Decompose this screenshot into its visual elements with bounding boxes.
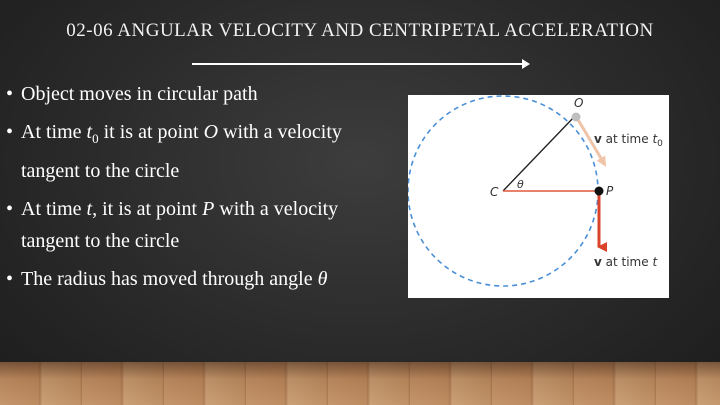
bullet-text: Object moves in circular path	[21, 83, 258, 105]
time-subscript: 0	[92, 131, 99, 146]
label-p: P	[606, 184, 614, 198]
bullet-text: it is at point	[98, 121, 204, 143]
wood-floor-background	[0, 362, 720, 405]
point-o-marker	[572, 113, 581, 122]
bullet-item	[6, 263, 356, 295]
title-underline-arrowhead	[522, 59, 530, 69]
point-p-marker	[595, 187, 604, 196]
title-underline	[192, 63, 524, 65]
bullet-marker: •	[6, 198, 14, 220]
bullet-item	[6, 193, 356, 257]
label-velocity-t	[594, 255, 658, 269]
label-velocity-t0-text: at time	[601, 132, 653, 146]
bullet-marker: •	[6, 121, 14, 143]
label-velocity-t0-symbol: v	[594, 132, 602, 146]
bullet-marker: •	[6, 83, 14, 105]
label-c: C	[490, 185, 499, 199]
label-theta: θ	[517, 178, 524, 191]
bullet-text: The radius has moved through angle	[21, 268, 318, 290]
radius-c-to-o	[503, 116, 575, 191]
circular-motion-diagram	[408, 95, 669, 298]
label-velocity-t0-sub: 0	[657, 139, 663, 149]
time-variable: t	[86, 121, 93, 143]
point-variable: O	[203, 121, 219, 143]
slide-title: 02-06 ANGULAR VELOCITY AND CENTRIPETAL ACCELERATION	[66, 20, 654, 41]
time-variable: t	[86, 198, 93, 220]
bullet-item	[6, 116, 356, 187]
label-velocity-t-text: at time	[601, 255, 653, 269]
circular-motion-figure	[408, 95, 669, 298]
point-variable: P	[202, 198, 215, 220]
bullet-text: At time	[21, 121, 87, 143]
bullet-text: with a velocity tangent to the circle	[21, 198, 339, 252]
label-o: O	[574, 96, 584, 110]
label-velocity-t-symbol: v	[594, 255, 602, 269]
bullet-text: with a velocity tangent to the circle	[21, 121, 342, 182]
bullet-text: , it is at point	[92, 198, 203, 220]
bullet-marker: •	[6, 268, 14, 290]
bullet-item	[6, 78, 356, 110]
label-velocity-t0	[594, 132, 663, 149]
bullet-list	[6, 78, 356, 301]
bullet-text: At time	[21, 198, 87, 220]
label-velocity-t0-var: t	[652, 132, 658, 146]
angle-variable: θ	[317, 268, 328, 290]
label-velocity-t-var: t	[652, 255, 658, 269]
